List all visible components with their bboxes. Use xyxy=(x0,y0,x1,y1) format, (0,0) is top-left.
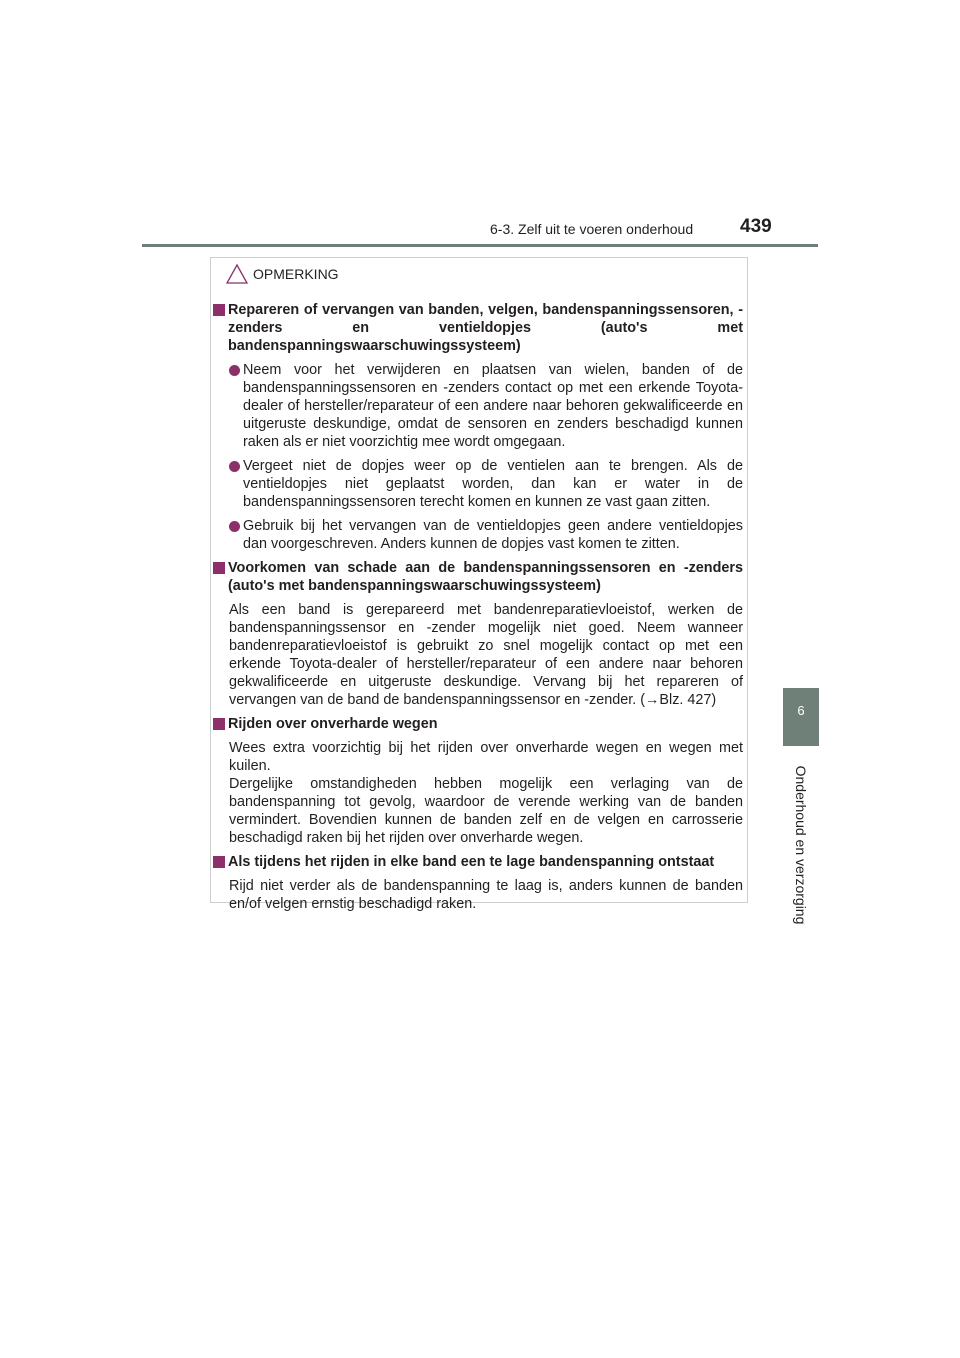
list-item: Neem voor het verwijderen en plaatsen van wielen, banden of de bandenspanningssensoren en -zenders contact op met een erkende Toyota-dealer of hersteller/reparateur of een andere naar behoren gekwalificeerde en uitgeruste deskundige, omdat de sensoren en zenders beschadigd kunnen raken als er niet voorzichtig mee wordt omgegaan. xyxy=(229,361,743,451)
round-bullet-icon xyxy=(229,365,240,376)
square-bullet-icon xyxy=(213,304,225,316)
page-number: 439 xyxy=(740,216,772,237)
notice-header xyxy=(225,262,339,286)
header-divider xyxy=(142,244,818,247)
square-bullet-icon xyxy=(213,718,225,730)
chapter-label: Onderhoud en verzorging xyxy=(793,765,809,925)
list-item: Gebruik bij het vervangen van de ventieldopjes geen andere ventieldopjes dan voorgeschreven. Anders kunnen de dopjes vast komen te zitten. xyxy=(229,517,743,553)
notice-content xyxy=(213,301,743,919)
notice-paragraph: Rijd niet verder als de bandenspanning te laag is, anders kunnen de banden en/of velgen ernstig beschadigd raken. xyxy=(229,878,743,912)
warning-triangle-icon xyxy=(225,263,249,285)
section-title: 6-3. Zelf uit te voeren onderhoud xyxy=(490,221,694,237)
notice-section-heading: Als tijdens het rijden in elke band een te lage bandenspanning ontstaat xyxy=(213,853,743,871)
square-bullet-icon xyxy=(213,856,225,868)
notice-section-heading: Rijden over onverharde wegen xyxy=(213,715,743,733)
round-bullet-icon xyxy=(229,521,240,532)
notice-section-heading: Voorkomen van schade aan de bandenspanningssensoren en -zenders (auto's met bandenspanningswaarschuwingssysteem) xyxy=(213,559,743,595)
list-item: Vergeet niet de dopjes weer op de ventielen aan te brengen. Als de ventieldopjes niet geplaatst worden, dan kan er water in de bandenspanningssensoren terecht komen en kunnen ze vast gaan zitten. xyxy=(229,457,743,511)
round-bullet-icon xyxy=(229,461,240,472)
chapter-tab-number: 6 xyxy=(797,703,805,718)
square-bullet-icon xyxy=(213,562,225,574)
notice-paragraph: Als een band is gerepareerd met bandenreparatievloeistof, werken de bandenspanningssensor en -zender mogelijk niet goed. Neem wanneer bandenreparatievloeistof is gebruikt zo snel mogelijk contact op met een erkende Toyota-dealer of hersteller/reparateur of een andere naar behoren gekwalificeerde en uitgeruste deskundige. Vervang bij het repareren of vervangen van de band de bandenspanningssensor en -zender. (→Blz. 427) xyxy=(229,602,743,708)
notice-section-heading: Repareren of vervangen van banden, velgen, bandenspanningssensoren, -zenders en ventieldopjes (auto's met bandenspanningswaarschuwingssysteem) xyxy=(213,301,743,355)
notice-title: OPMERKING xyxy=(253,266,339,282)
notice-paragraph: Wees extra voorzichtig bij het rijden over onverharde wegen en wegen met kuilen. Dergelijke omstandigheden hebben mogelijk een verlaging van de bandenspanning tot gevolg, waardoor de verende werking van de banden vermindert. Bovendien kunnen de banden zelf en de velgen en carrosserie beschadigd raken bij het rijden over onverharde wegen. xyxy=(229,740,743,846)
